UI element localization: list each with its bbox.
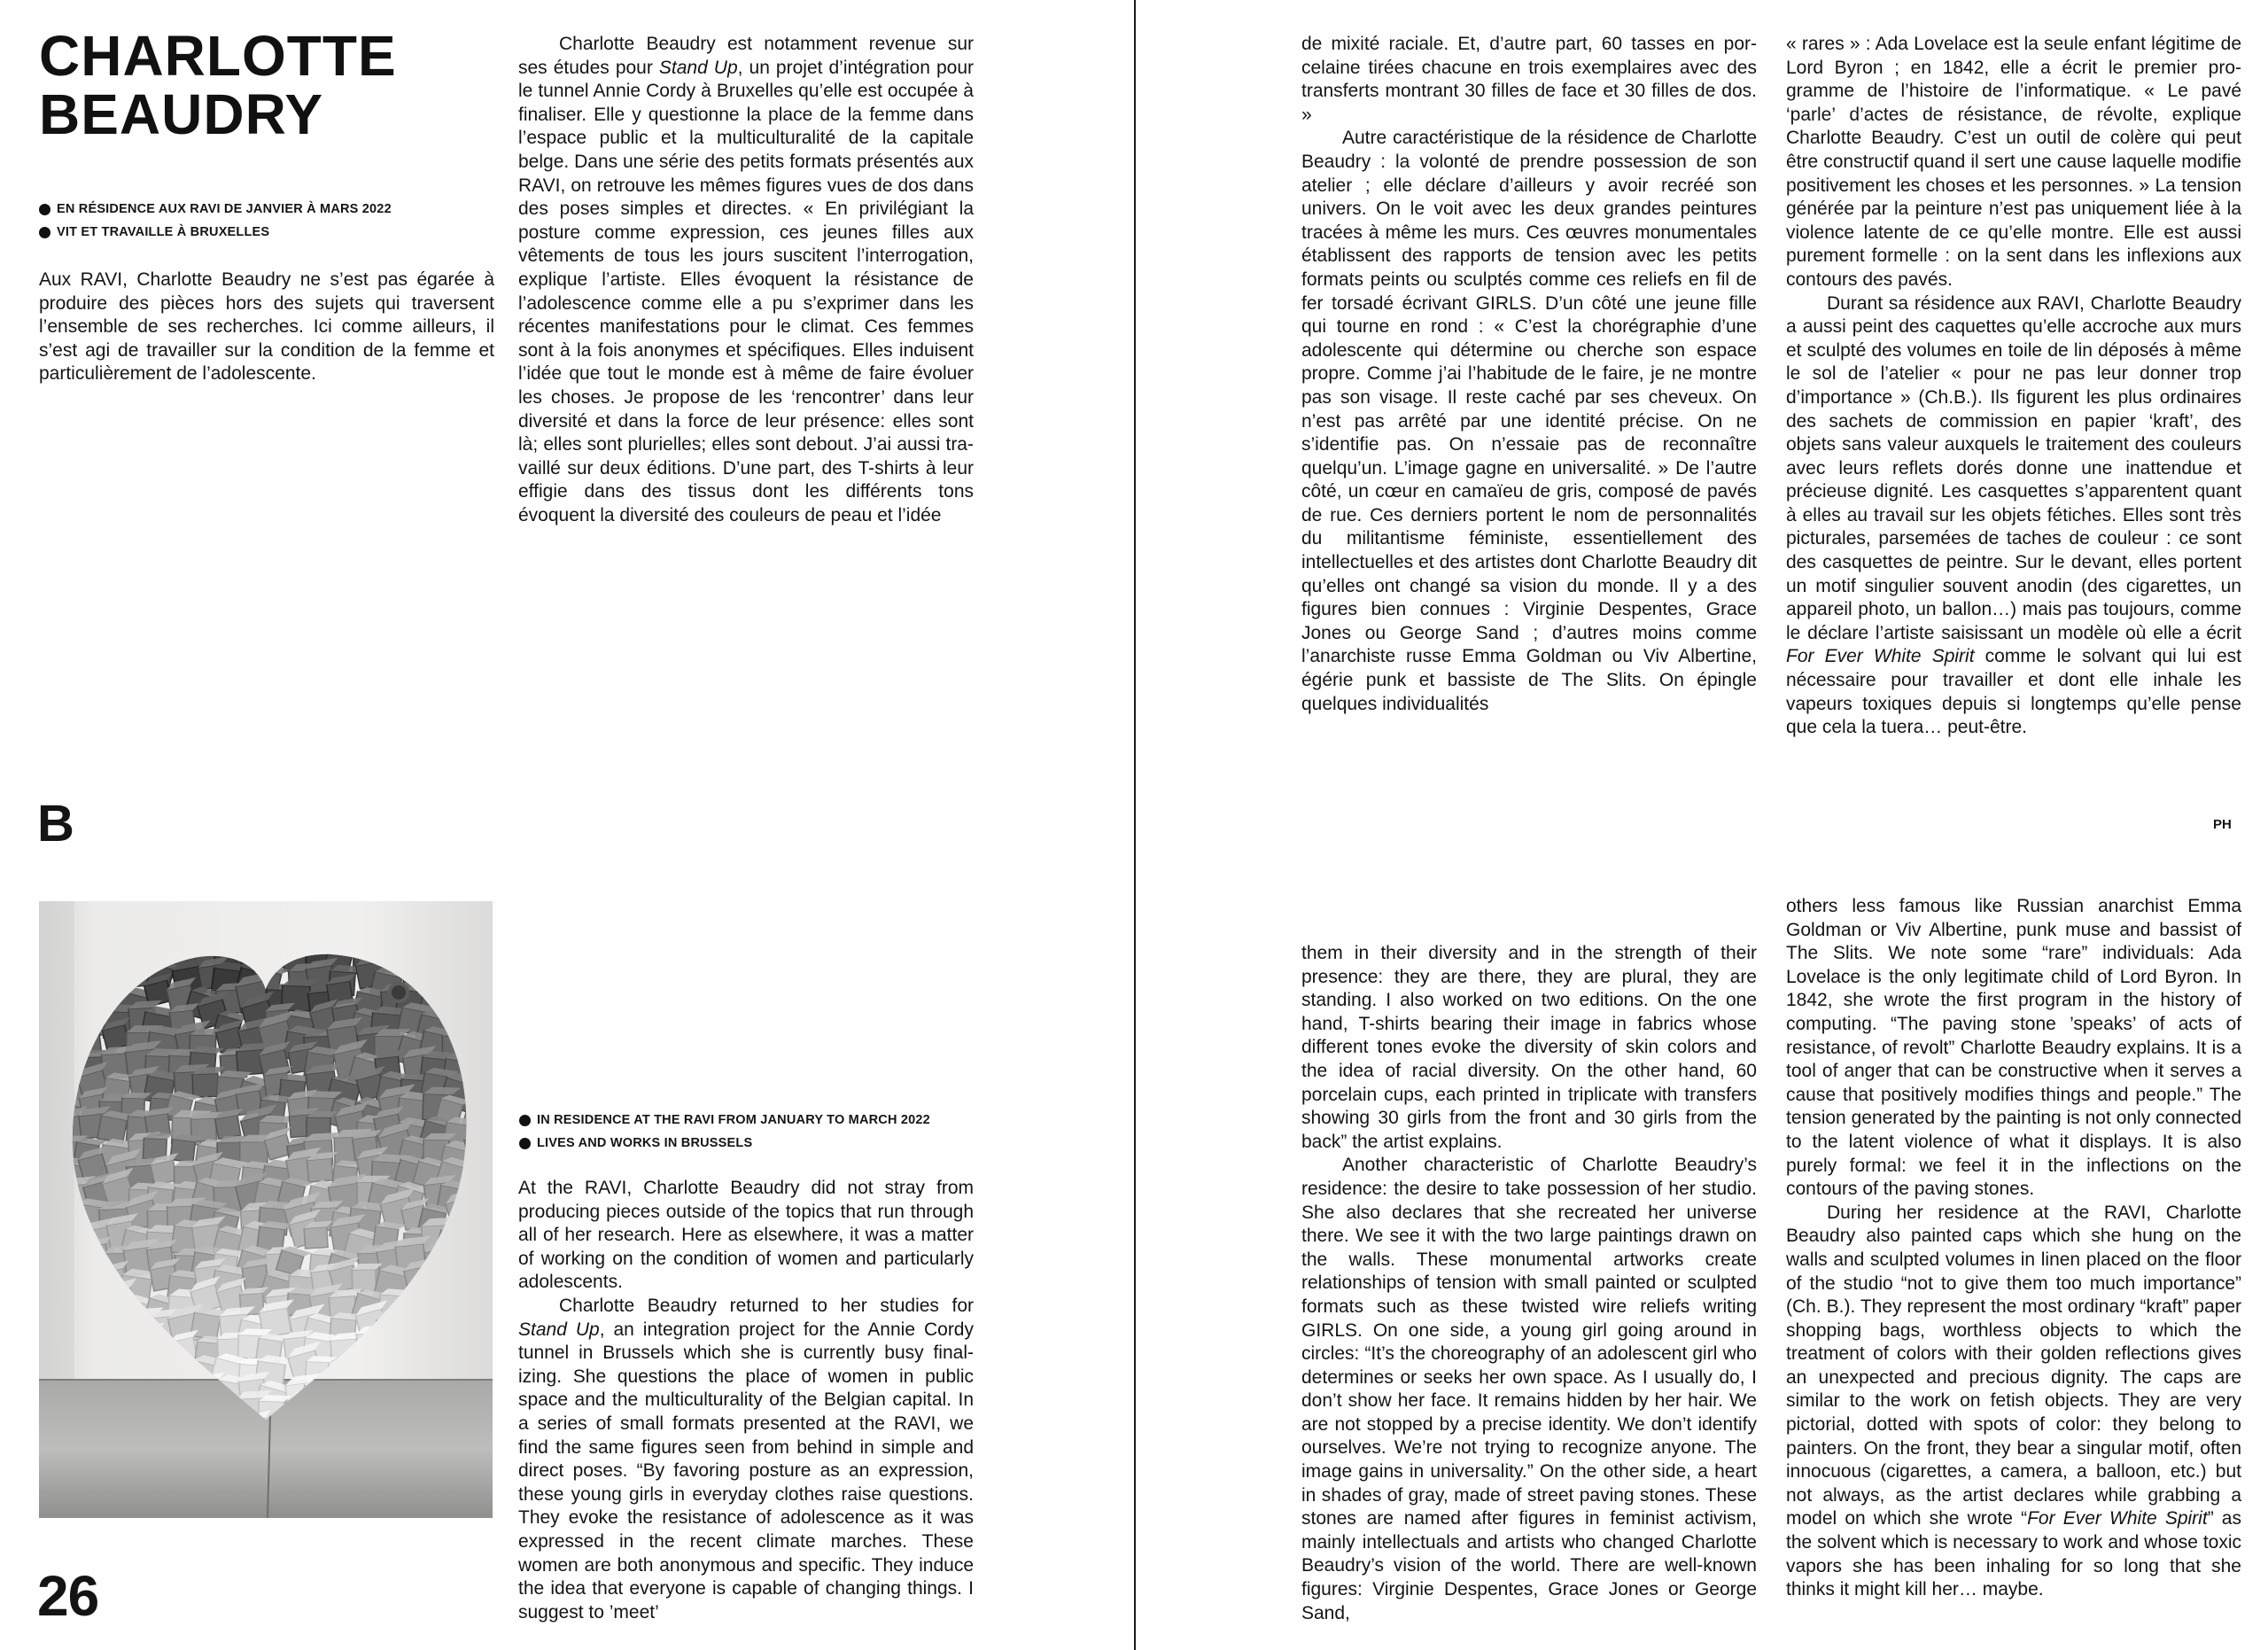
paving-stone-shape (307, 1158, 333, 1182)
en-paragraph-2: Another characteristic of Charlotte Beaudry’s residence: the desire to take possession of her studio. She also declares that she recreated her universe there. We see it with the two large paintings drawn on the walls. These monumental artworks create relationships of tension with small painted or sculpted formats such as these twisted wire reliefs writing GIRLS. On one side, a young girl going around in circles: “It’s the choreography of an adolescent girl who determines or seeks her own space. As I usually do, I don’t show her face. It remains hidden by her hair. We are not stopped by a precise identity. We don’t identify ourselves. We’re not trying to recognize anyone. The image gains in universality.” On the other side, a heart in shades of gray, made of street paving stones. These stones are named after figures in feminist activism, mainly intellectuals and artists who changed Charlotte Beaudry’s vision of the world. There are well-known figures: Virginie Despentes, Grace Jones or George Sand, (1301, 1155, 1757, 1623)
fr-paragraph-1-cont: de mixité raciale. Et, d’autre part, 60 tasses en porcelaine tirées chacune en trois exemplaires avec des transferts montrant 30 filles de face et 30 filles de dos. » (1301, 34, 1757, 125)
en-paragraph-1: Charlotte Beaudry returned to her studies for Stand Up, an integration project for the Annie Cordy tunnel in Brussels which she is currently busy finalizing. She questions the place of women in public space and the multiculturality of the Belgian capital. In a series of small formats presented at the RAVI, we find the same figures seen from behind in simple and direct poses. “By favoring posture as an expression, these young girls in everyday clothes raise questions. They evoke the resistance of adolescence as it was expressed in the recent climate marches. These women are both anonymous and specific. They induce the idea that everyone is capable of changing things. I suggest to ’meet’ (518, 1295, 974, 1623)
en-paragraph-3: During her residence at the RAVI, Charlotte Beaudry also painted caps which she hung on the walls and sculpted volumes in linen placed on the floor of the studio “not to give them too much importance” (Ch. B.). They represent the most ordinary “kraft” paper shopping bags, worthless objects to which the treatment of colors with their golden reflections gives an unexpected and precious dignity. The caps are similar to the work on fetish objects. They are very pictorial, dotted with spots of color: they belong to painters. On the front, they bear a singular motif, often innocuous (cigarettes, a camera, a balloon, etc.) but not always, as the artist declares while grabbing a model on which she wrote “For Ever White Spirit” as the solvent which is necessary to work and whose toxic vapors she has been inhaling for so long that she thinks it might kill her… maybe. (1786, 1202, 2241, 1600)
fr-column-2 (1301, 33, 1757, 716)
fr-meta-location: VIT ET TRAVAILLE À BRUXELLES (39, 221, 392, 244)
en-meta (519, 1109, 930, 1155)
section-letter: B (37, 795, 74, 852)
bullet-icon (519, 1115, 531, 1126)
artist-title (39, 24, 397, 146)
en-meta-residence: IN RESIDENCE AT THE RAVI FROM JANUARY TO MARCH 2022 (519, 1109, 930, 1132)
paving-stone-shape (170, 1139, 195, 1162)
en-column-3 (1786, 895, 2241, 1602)
en-meta-location: LIVES AND WORKS IN BRUSSELS (519, 1132, 930, 1155)
heart-artwork-image (39, 901, 493, 1518)
page-number: 26 (37, 1564, 99, 1628)
en-column-1 (518, 1177, 974, 1624)
bullet-icon (39, 227, 50, 238)
fr-column-3 (1786, 33, 2241, 740)
fr-intro-paragraph: Aux RAVI, Charlotte Beaudry ne s’est pas égarée à produire des pièces hors des sujets qui traversent l’ensemble de ses recherches. Ici comme ailleurs, il s’est agi de travailler sur la condition de la femme et particulièrement de l’adolescente. (39, 269, 494, 385)
en-paragraph-1-cont: them in their diversity and in the strength of their presence: they are there, they are plural, they are standing. I also worked on two editions. On the one hand, T-shirts bearing their image in fabrics whose different tones evoke the diversity of skin colors and the idea of racial diversity. On the other hand, 60 porcelain cups, each printed in triplicate with transfers showing 30 girls from the front and 30 girls from the back” the artist explains. (1301, 943, 1757, 1152)
bullet-icon (39, 204, 50, 215)
en-column-2 (1301, 942, 1757, 1625)
paving-stone-shape (215, 1115, 241, 1139)
fr-intro (39, 269, 494, 386)
paving-stone-shape (304, 1227, 328, 1249)
fr-paragraph-1: Charlotte Beaudry est notamment revenue sur ses études pour Stand Up, un projet d’intégration pour le tunnel Annie Cordy à Bruxelles qu’elle est occupée à finaliser. Elle y questionne la place de la femme dans l’espace public et la multiculturalité de la capitale belge. Dans une série des petits formats présentés aux RAVI, on retrouve les mêmes figures vues de dos dans des poses simples et directes. « En privilégiant la posture comme expression, ces jeunes filles aux vêtements de tous les jours suscitent l’interrogation, explique l’artiste. Elles évoquent la résistance de l’adolescence comme elle a pu s’exprimer dans les récentes manifestations pour le climat. Ces femmes sont à la fois anonymes et spécifiques. Elles induisent l’idée que tout le monde est à même de faire évoluer les choses. Je propose de les ‘rencontrer’ dans leur diversité et dans la force de leur présence: elles sont là; elles sont plurielles; elles sont debout. J’ai aussi travaillé sur deux éditions. D’une part, des T-shirts à leur effigie dans des tissus dont les différents tons évoquent la diversité des couleurs de peau et l’idée (518, 34, 974, 525)
fr-paragraph-2-cont: « rares » : Ada Lovelace est la seule enfant légitime de Lord Byron ; en 1842, elle a écrit le premier programme de l’histoire de l’informatique. « Le pavé ‘parle’ d’actes de résistance, de révolte, explique Charlotte Beaudry. C’est un outil de colère qui peut être constructif quand il sert une cause laquelle modifie positivement les choses et les personnes. » La tension générée par la peinture n’est pas uniquement liée à la violence latente de ce qu’elle montre. Elle est aussi purement formelle : on la sent dans les inflexions aux contours des pavés. (1786, 34, 2241, 290)
author-initials: PH (2213, 817, 2232, 832)
en-intro-paragraph: At the RAVI, Charlotte Beaudry did not stray from producing pieces outside of the topics that run through all of her research. Here as elsewhere, it was a matter of working on the condition of women and particularly adolescents. (518, 1178, 974, 1293)
title-line-2: BEAUDRY (39, 82, 324, 146)
fr-meta-residence: EN RÉSIDENCE AUX RAVI DE JANVIER À MARS 2022 (39, 198, 392, 221)
fr-paragraph-2: Autre caractéristique de la résidence de Charlotte Beaudry : la volonté de prendre possession de son atelier ; elle déclare d’ailleurs y avoir recréé son univers. On le voit avec les deux grandes peintures tracées à même les murs. Ces œuvres monumentales établissent des rapports de tension avec les petits formats peints ou sculptés comme ces reliefs en fil de fer torsadé écrivant GIRLS. D’un côté une jeune fille qui tourne en rond : « C’est la chorégraphie d’une adolescente qui détermine ou cherche son espace propre. Comme j’ai l’habitude de le faire, je ne montre pas son visage. Il reste caché par ses cheveux. On n’est pas arrêté par une identité précise. On ne s’identifie pas. On n’essaie pas de reconnaître quelqu’un. L’image gagne en universalité. » De l’autre côté, un cœur en camaïeu de gris, composé de pavés de rue. Ces derniers portent le nom de personnalités du militantisme féministe, essentiellement des intellectuelles et des artistes dont Charlotte Beaudry dit qu’elles ont changé sa vision du monde. Il y a des figures bien connues : Virginie Despentes, Grace Jones ou George Sand ; d’autres moins comme l’anarchiste russe Emma Goldman ou Viv Albertine, égérie punk et bassiste de The Slits. On épingle quelques individualités (1301, 128, 1757, 714)
artwork-photo (39, 901, 493, 1518)
fr-meta (39, 198, 392, 244)
paving-stone-shape (190, 1312, 221, 1340)
paving-stone-shape (192, 1073, 219, 1097)
bullet-icon (519, 1138, 531, 1149)
paving-stone-shape (352, 1270, 376, 1291)
fr-column-1 (518, 33, 974, 527)
en-paragraph-2-cont: others less famous like Russian anarchist Emma Goldman or Viv Albertine, punk muse and bassist of The Slits. We note some “rare” individuals: Ada Lovelace is the only legitimate child of Lord Byron. In 1842, she wrote the first program in the history of computing. “The paving stone ’speaks’ of acts of resistance, of revolt” Charlotte Beaudry explains. It is a tool of anger that can be constructive when it serves a cause that positively modifies things and people.” The tension generated by the painting is not only connected to the latent violence of what it displays. It is also purely formal: we feel it in the inflections on the contours of the paving stones. (1786, 896, 2241, 1200)
title-line-1: CHARLOTTE (39, 24, 397, 88)
page-spine (1134, 0, 1136, 1650)
fr-paragraph-3: Durant sa résidence aux RAVI, Charlotte Beaudry a aussi peint des caquettes qu’elle accroche aux murs et sculpté des volumes en toile de lin déposés à même le sol de l’atelier « pour ne pas leur donner trop d’importance » (Ch.B.). Ils figurent les plus ordinaires des sachets de commission en papier ‘kraft’, des objets sans valeur auxquels le traitement des couleurs avec leurs reflets dorés donne une inattendue et précieuse dignité. Les casquettes s’apparentent quant à elles au travail sur les objets fétiches. Elles sont très picturales, parsemées de taches de couleur : ce sont des casquettes de peintre. Sur le devant, elles portent un motif singulier souvent anodin (des cigarettes, un appareil photo, un ballon…) mais pas toujours, comme le déclare l’artiste saisissant un modèle où elle a écrit For Ever White Spirit comme le solvant qui lui est nécessaire pour travailler et dont elle inhale les vapeurs toxiques depuis si longtemps qu’elle pense que cela la tuera… peut-être. (1786, 292, 2241, 738)
